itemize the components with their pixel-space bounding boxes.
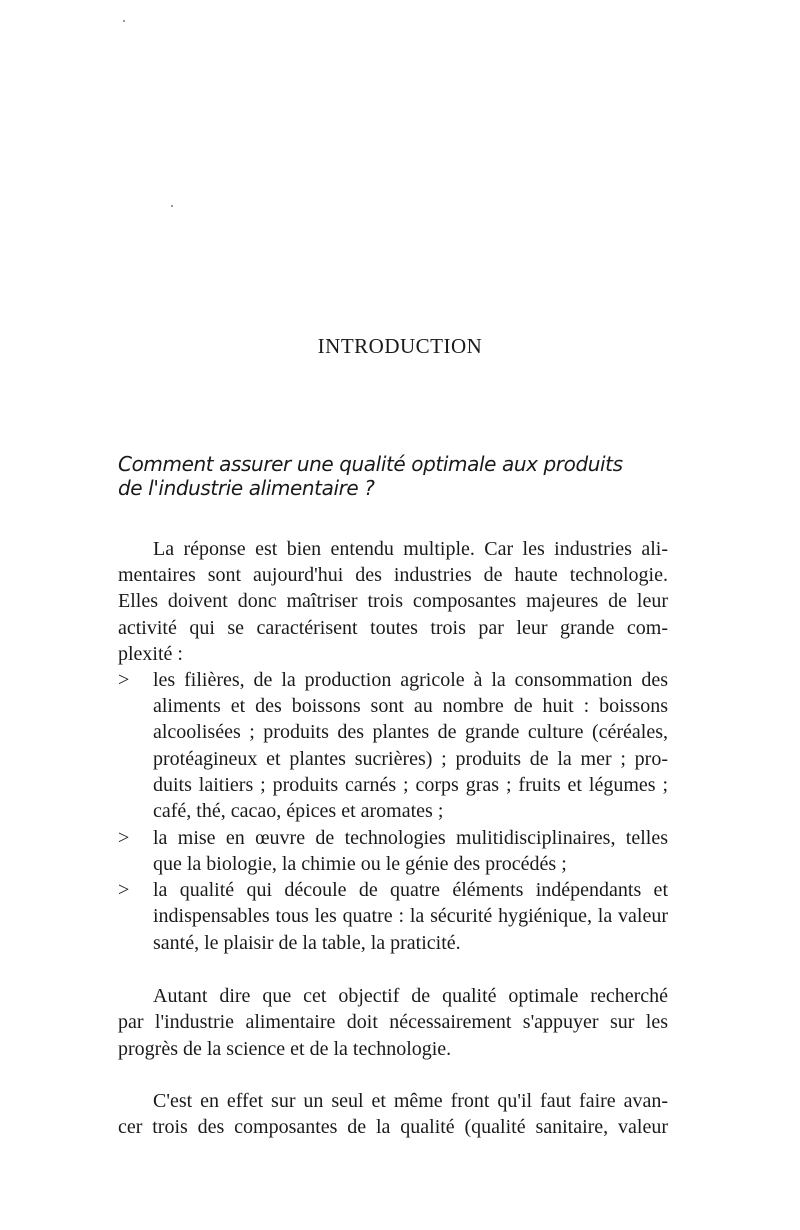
bullet-marker: > [118, 669, 130, 691]
text-line: plexité : [118, 643, 183, 665]
text-line: Autant dire que cet objectif de qualité optimale recherché [153, 985, 668, 1007]
text-line: progrès de la science et de la technologie. [118, 1038, 452, 1060]
text-line: Elles doivent donc maîtriser trois composantes majeures de leur [118, 590, 668, 612]
bullet-marker: > [118, 879, 130, 901]
text: les filières, de la production agricole à la consommation des [153, 669, 668, 691]
text-line: mentaires sont aujourd'hui des industries de haute technologie. [118, 564, 668, 586]
text-line: café, thé, cacao, épices et aromates ; [153, 800, 444, 822]
bullet-item-line [118, 825, 668, 851]
text-line: duits laitiers ; produits carnés ; corps gras ; fruits et légumes ; [153, 774, 668, 796]
text-line: que la biologie, la chimie ou le génie des procédés ; [153, 853, 567, 875]
scan-speck [171, 205, 173, 207]
text-line: cer trois des composantes de la qualité (qualité sanitaire, valeur [118, 1116, 668, 1138]
bullet-item-line [118, 667, 668, 693]
text-line: aliments et des boissons sont au nombre de huit : boissons [153, 695, 668, 717]
bullet-item-line [118, 877, 668, 903]
text-line: indispensables tous les quatre : la sécurité hygiénique, la valeur [153, 905, 668, 927]
text-line: C'est en effet sur un seul et même front qu'il faut faire avan- [153, 1090, 668, 1112]
text-line: santé, le plaisir de la table, la praticité. [153, 932, 461, 954]
question-heading-line-1: Comment assurer une qualité optimale aux produits [118, 452, 623, 476]
chapter-title: INTRODUCTION [317, 334, 483, 358]
text-line: par l'industrie alimentaire doit nécessairement s'appuyer sur les [118, 1011, 668, 1033]
scan-speck [123, 20, 125, 22]
text-line: alcoolisées ; produits des plantes de grande culture (céréales, [153, 721, 668, 743]
text: la mise en œuvre de technologies mulitidisciplinaires, telles [153, 827, 668, 849]
bullet-marker: > [118, 827, 130, 849]
text-line: La réponse est bien entendu multiple. Car les industries ali- [153, 538, 668, 560]
question-heading-line-2: de l'industrie alimentaire ? [118, 476, 375, 500]
text: la qualité qui découle de quatre éléments indépendants et [153, 879, 668, 901]
text-line: protéagineux et plantes sucrières) ; produits de la mer ; pro- [153, 748, 668, 770]
text-line: activité qui se caractérisent toutes trois par leur grande com- [118, 617, 668, 639]
